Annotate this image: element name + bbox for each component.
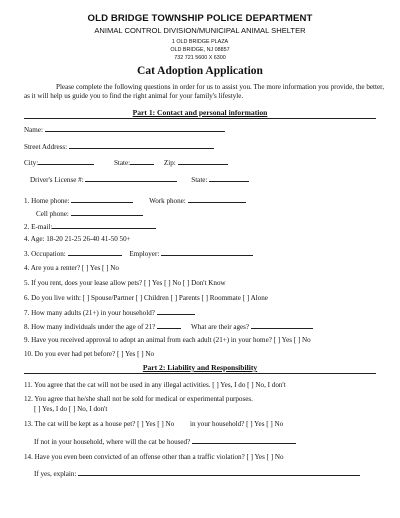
question-illegal[interactable]: 11. You agree that the cat will not be used in any illegal activities. [ ] Yes, I do [ ] No, I don't: [24, 381, 286, 389]
part2-heading: Part 2: Liability and Responsibility: [142, 363, 258, 372]
name-field[interactable]: Name:: [24, 125, 225, 134]
license-line[interactable]: [85, 175, 177, 182]
question-explain[interactable]: If yes, explain:: [34, 469, 360, 478]
question-prior-pet[interactable]: 10. Do you ever had pet before? [ ] Yes [ ] No: [24, 350, 155, 358]
question-email[interactable]: 2. E-mail:: [24, 222, 156, 231]
question-housed-where[interactable]: If not in your household, where will the cat be housed?: [34, 437, 296, 446]
phone-number: 732 721 5600 X 6300: [174, 55, 226, 61]
department-name: OLD BRIDGE TOWNSHIP POLICE DEPARTMENT: [87, 13, 313, 24]
question-home-phone[interactable]: 1. Home phone: Work phone:: [24, 196, 246, 205]
state-line[interactable]: [130, 158, 154, 165]
question-cell-phone[interactable]: Cell phone:: [36, 209, 143, 218]
part1-heading: Part 1: Contact and personal information: [132, 108, 268, 117]
question-minors[interactable]: 8. How many individuals under the age of 21? What are their ages?: [24, 322, 313, 331]
intro-paragraph: Please complete the following questions in order for us to assist you. The more information you provide, the better, as it will help us guide you to find the right animal for your family's lifestyle.: [24, 83, 384, 101]
license-row[interactable]: Driver's License #: State:: [30, 175, 249, 184]
question-not-sold[interactable]: 12. You agree that he/she shall not be sold for medical or experimental purposes.: [24, 395, 253, 403]
question-convicted[interactable]: 14. Have you even been convicted of an offense other than a traffic violation? [ ] Yes [ ] No: [24, 453, 284, 461]
city-line[interactable]: [38, 158, 94, 165]
question-live-with[interactable]: 6. Do you live with: [ ] Spouse/Partner [ ] Children [ ] Parents [ ] Roommate [ ] Alone: [24, 294, 268, 302]
address-line-1: 1 OLD BRIDGE PLAZA: [171, 39, 229, 45]
question-renter[interactable]: 4. Are you a renter? [ ] Yes [ ] No: [24, 264, 119, 272]
zip-line[interactable]: [178, 158, 228, 165]
license-state-line[interactable]: [209, 175, 249, 182]
question-adults[interactable]: 7. How many adults (21+) in your household?: [24, 308, 195, 317]
question-occupation[interactable]: 3. Occupation: Employer:: [24, 249, 253, 258]
city-state-zip-row[interactable]: City: State: Zip:: [24, 158, 228, 167]
part2-divider: [24, 373, 376, 374]
question-house-pet[interactable]: 13. The cat will be kept as a house pet? [ ] Yes [ ] No in your household? [ ] Yes [ ] No: [24, 420, 284, 428]
question-age[interactable]: 4. Age: 18-20 21-25 26-40 41-50 50+: [24, 235, 131, 243]
street-field[interactable]: Street Address:: [24, 142, 214, 151]
page-title: Cat Adoption Application: [137, 65, 263, 77]
part1-divider: [24, 118, 376, 119]
question-lease[interactable]: 5. If you rent, does your lease allow pets? [ ] Yes [ ] No [ ] Don't Know: [24, 279, 226, 287]
question-not-sold-options[interactable]: [ ] Yes, I do [ ] No, I don't: [34, 405, 108, 413]
division-name: ANIMAL CONTROL DIVISION/MUNICIPAL ANIMAL SHELTER: [94, 26, 306, 35]
question-approval[interactable]: 9. Have you received approval to adopt an animal from each adult (21+) in your home? [ ] Yes [ ] No: [24, 336, 311, 344]
address-line-2: OLD BRIDGE, NJ 08857: [170, 47, 230, 53]
